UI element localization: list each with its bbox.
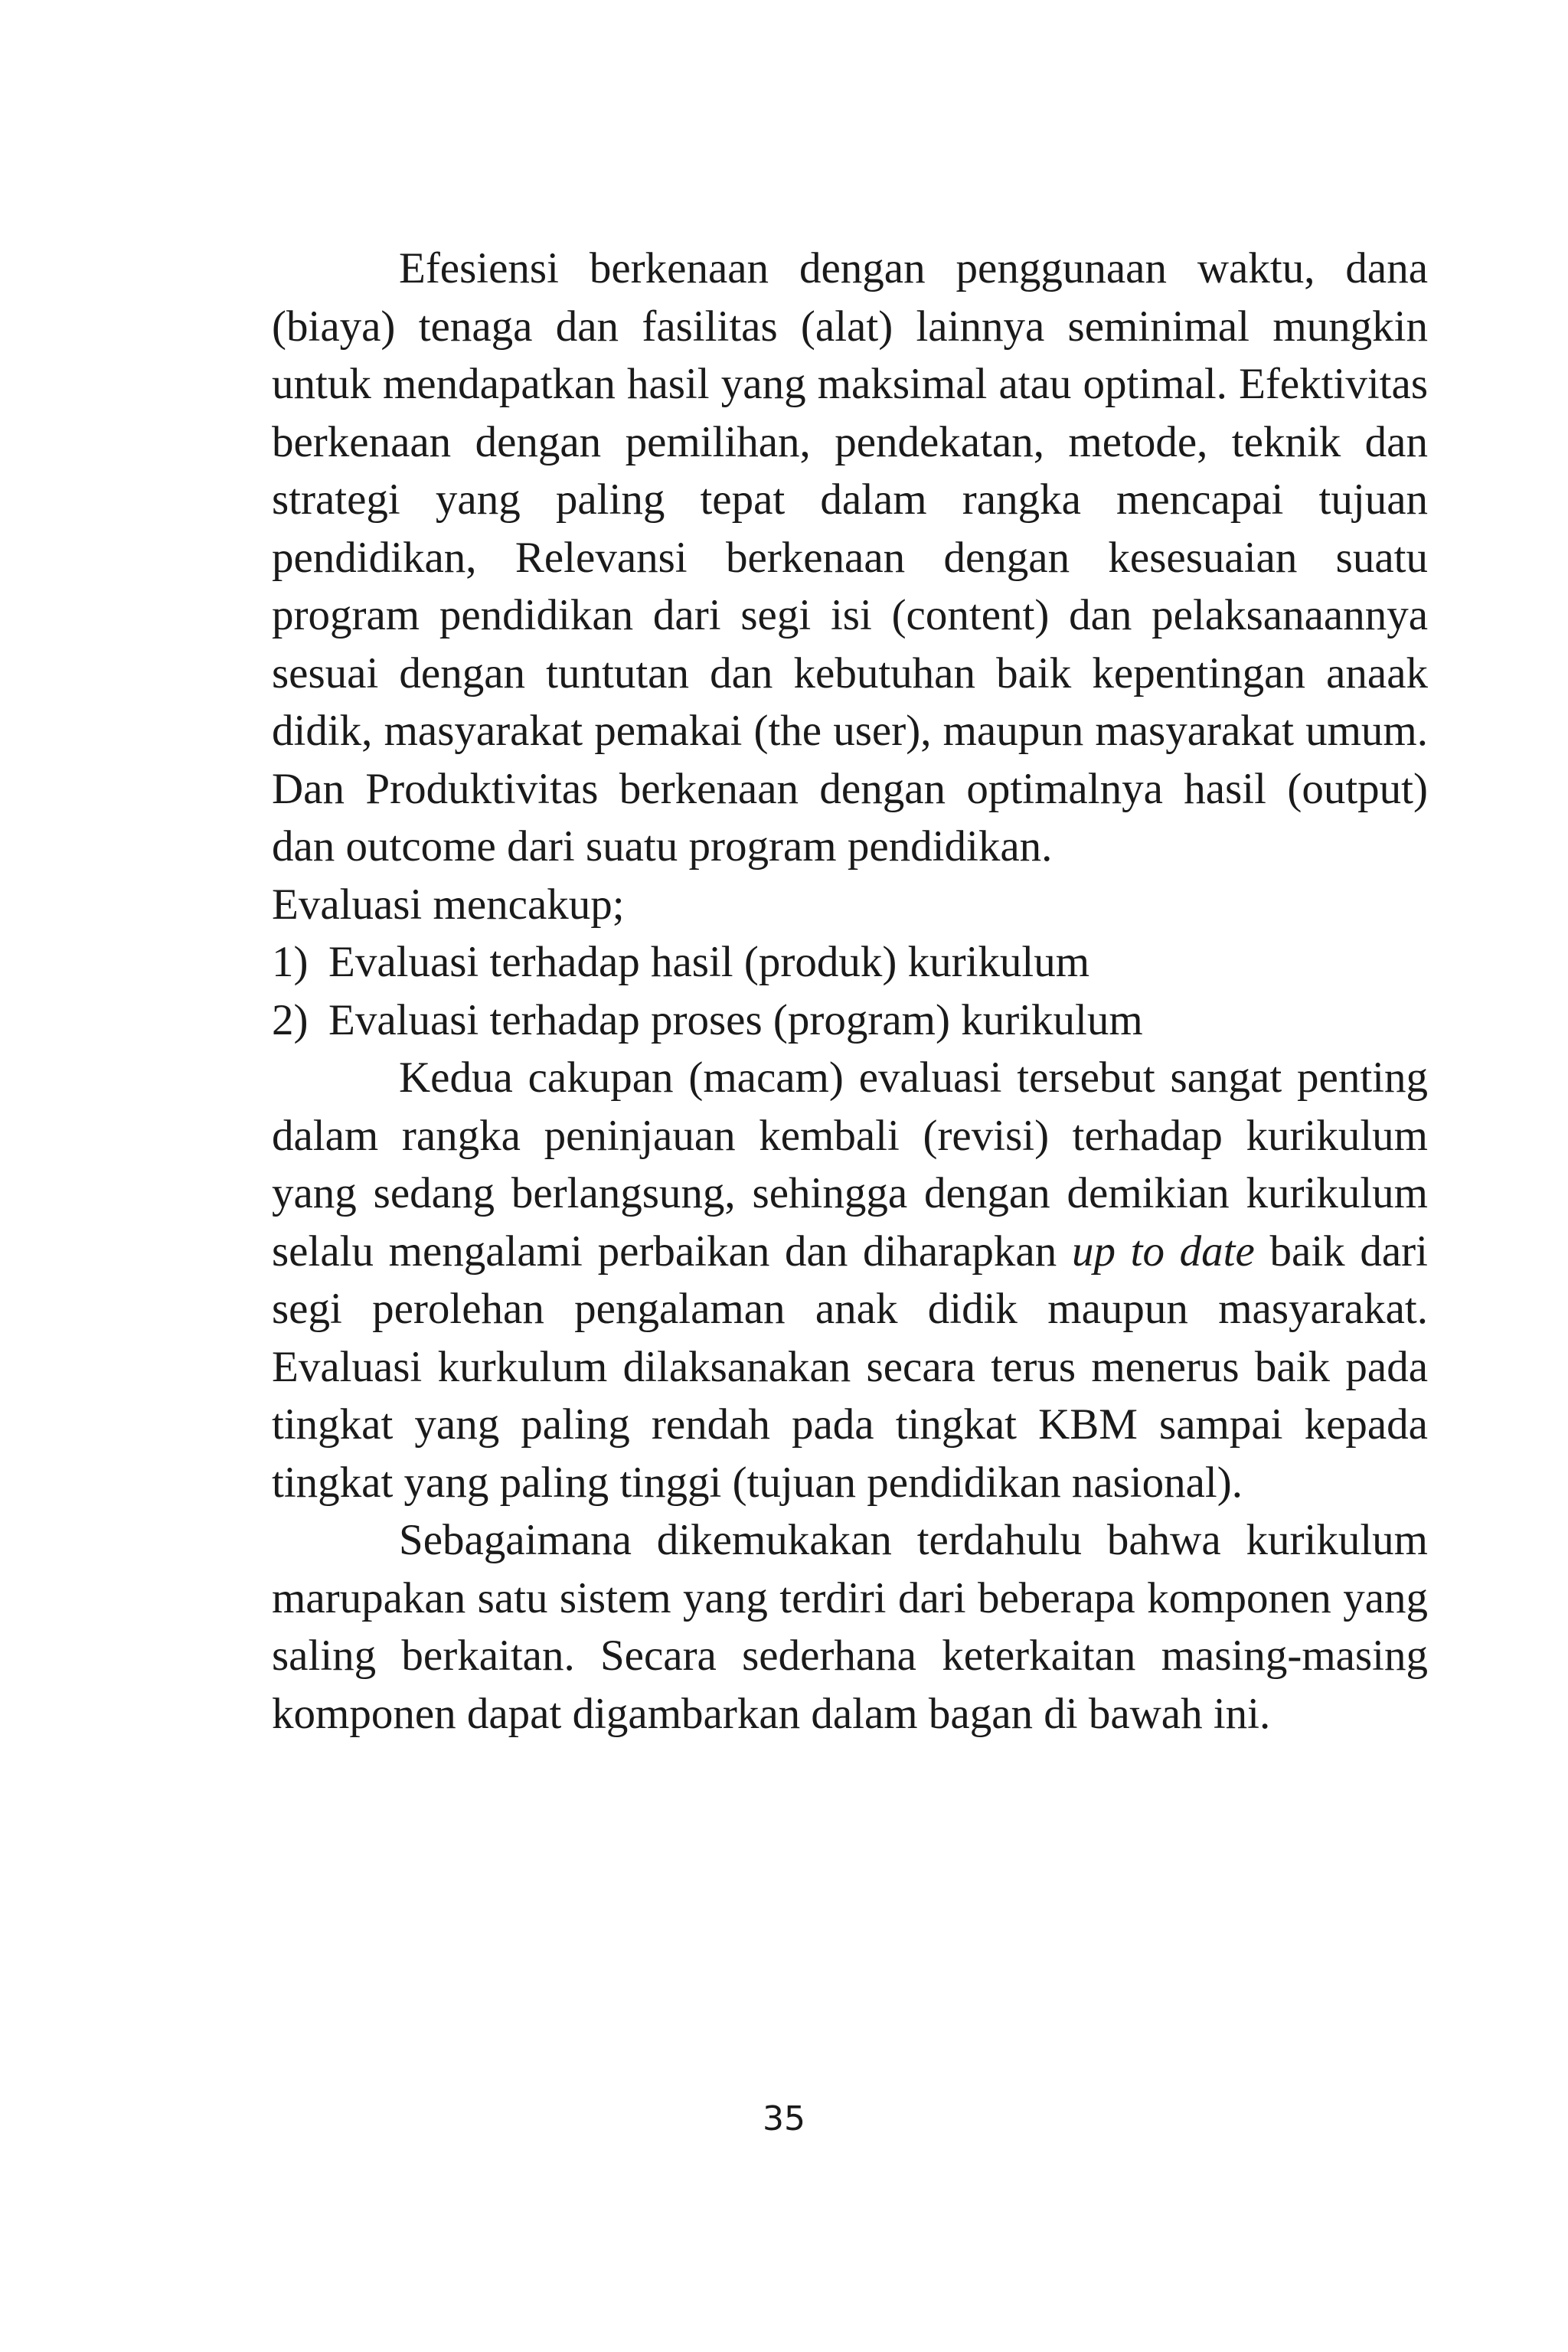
list-item-text: Evaluasi terhadap proses (program) kurikulum bbox=[328, 995, 1143, 1044]
list-item-number: 2) bbox=[272, 995, 309, 1044]
paragraph-kedua-cakupan bbox=[272, 1049, 1428, 1511]
list-item-number: 1) bbox=[272, 938, 309, 986]
list-item bbox=[272, 933, 1428, 991]
italic-phrase: up to date bbox=[1071, 1227, 1255, 1276]
page-number: 35 bbox=[763, 2099, 805, 2138]
list-item bbox=[272, 991, 1428, 1050]
paragraph-text-part: Kedua cakupan (macam) evaluasi tersebut sangat penting dalam rangka peninjauan kembali (revisi) terhadap kurikulum yang sedang berlangsung, sehingga dengan demikian kurikulum selalu mengalami perbaikan dan diharapkan bbox=[272, 1054, 1428, 1276]
paragraph-text-part: baik dari segi perolehan pengalaman anak didik maupun masyarakat. Evaluasi kurkulum dilaksanakan secara terus menerus baik pada tingkat yang paling rendah pada tingkat KBM sampai kepada tingkat yang paling tinggi (tujuan pendidikan nasional). bbox=[272, 1227, 1428, 1507]
body-text bbox=[272, 240, 1428, 1743]
paragraph-sebagaimana: Sebagaimana dikemukakan terdahulu bahwa kurikulum marupakan satu sistem yang terdiri dari beberapa komponen yang saling berkaitan. Secara sederhana keterkaitan masing-masing komponen dapat digambarkan dalam bagan di bawah ini. bbox=[272, 1516, 1428, 1738]
evaluation-intro: Evaluasi mencakup; bbox=[272, 880, 625, 929]
paragraph-efisiensi: Efesiensi berkenaan dengan penggunaan waktu, dana (biaya) tenaga dan fasilitas (alat) lainnya seminimal mungkin untuk mendapatkan hasil yang maksimal atau optimal. Efektivitas berkenaan dengan pemilihan, pendekatan, metode, teknik dan strategi yang paling tepat dalam rangka mencapai tujuan pendidikan, Relevansi berkenaan dengan kesesuaian suatu program pendidikan dari segi isi (content) dan pelaksanaannya sesuai dengan tuntutan dan kebutuhan baik kepentingan anaak didik, masyarakat pemakai (the user), maupun masyarakat umum. Dan Produktivitas berkenaan dengan optimalnya hasil (output) dan outcome dari suatu program pendidikan. bbox=[272, 244, 1428, 871]
list-item-text: Evaluasi terhadap hasil (produk) kurikulum bbox=[328, 938, 1090, 986]
